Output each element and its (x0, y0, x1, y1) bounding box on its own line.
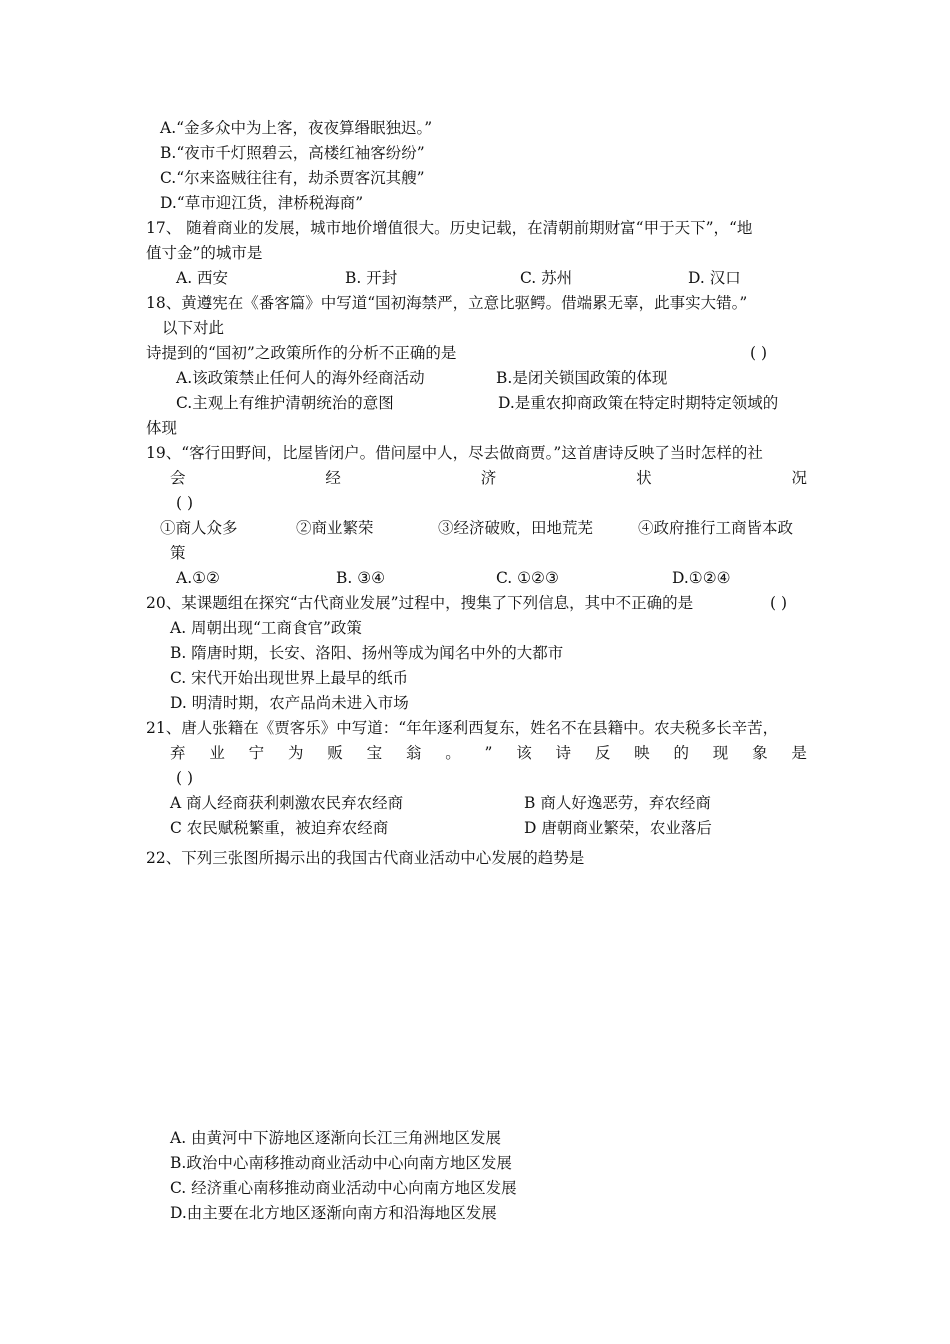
q18-stem-line2: 以下对此 (162, 319, 225, 337)
q18-answer-paren: ( ) (750, 344, 768, 362)
q19-line2-char: 济 (480, 469, 497, 487)
q17-option-d: D. 汉口 (688, 269, 741, 287)
q21-line2-char: 象 (752, 744, 768, 762)
q22-option-c: C. 经济重心南移推动商业活动中心向南方地区发展 (170, 1179, 517, 1197)
q21-line2-char: 宁 (248, 744, 265, 762)
q19-option-a: A.①② (176, 569, 220, 587)
q21-line2-char: 映 (634, 744, 650, 762)
q17-option-c: C. 苏州 (520, 269, 573, 287)
q21-line2-char: 弃 (170, 744, 186, 762)
q19-line2-char: 况 (791, 469, 807, 487)
q21-line2-char: 该 (516, 744, 532, 762)
q20-answer-paren: ( ) (770, 594, 788, 612)
q18-stem-line1: 18、黄遵宪在《番客篇》中写道“国初海禁严，立意比驱鳄。借端累无辜，此事实大错。” (146, 294, 748, 312)
q20-option-b: B. 隋唐时期，长安、洛阳、扬州等成为闻名中外的大都市 (170, 644, 564, 662)
q20-option-d: D. 明清时期，农产品尚未进入市场 (170, 694, 409, 712)
q21-stem-line2 (170, 743, 807, 763)
q17-option-a: A. 西安 (176, 269, 229, 287)
q19-option-b: B. ③④ (336, 569, 386, 587)
q21-line2-char: 业 (209, 744, 225, 762)
q22-stem: 22、下列三张图所揭示出的我国古代商业活动中心发展的趋势是 (146, 849, 585, 867)
q19-item-1: ①商人众多 (160, 519, 238, 537)
q22-option-d: D.由主要在北方地区逐渐向南方和沿海地区发展 (170, 1204, 497, 1222)
q21-line2-char: ” (484, 744, 493, 762)
q19-line2-char: 经 (325, 469, 341, 487)
q21-line2-char: 翁 (405, 744, 422, 762)
q21-option-d: D 唐朝商业繁荣，农业落后 (524, 819, 712, 837)
q21-line2-char: 现 (712, 744, 729, 762)
q20-stem: 20、某课题组在探究“古代商业发展”过程中，搜集了下列信息，其中不正确的是 (146, 594, 694, 612)
q19-item-3: ③经济破败，田地荒芜 (438, 519, 594, 537)
q21-line2-char: 的 (673, 744, 689, 762)
q20-option-c: C. 宋代开始出现世界上最早的纸币 (170, 669, 409, 687)
q16-option-d: D.“草市迎江货，津桥税海商” (160, 194, 364, 212)
q21-line2-char: 反 (594, 744, 611, 762)
q16-option-b: B.“夜市千灯照碧云，高楼红袖客纷纷” (160, 144, 425, 162)
q18-stem-line3: 诗提到的“国初”之政策所作的分析不正确的是 (146, 344, 457, 362)
q22-option-b: B.政治中心南移推动商业活动中心向南方地区发展 (170, 1154, 512, 1172)
q19-item-2: ②商业繁荣 (296, 519, 374, 537)
q21-answer-paren: ( ) (176, 769, 194, 787)
q17-stem-line2: 值寸金”的城市是 (146, 244, 263, 262)
q18-option-c: C.主观上有维护清朝统治的意图 (176, 394, 394, 412)
q21-option-b: B 商人好逸恶劳，弃农经商 (524, 794, 711, 812)
q19-line2-char: 会 (170, 469, 186, 487)
q19-item-4-cont: 策 (170, 544, 186, 562)
q17-option-b: B. 开封 (345, 269, 398, 287)
q21-line2-char: 贩 (327, 744, 343, 762)
q20-option-a: A. 周朝出现“工商食官”政策 (170, 619, 362, 637)
q19-stem-line2 (170, 468, 807, 488)
q19-line2-char: 状 (636, 469, 652, 487)
q19-option-c: C. ①②③ (496, 569, 559, 587)
q21-stem-line1: 21、唐人张籍在《贾客乐》中写道：“年年逐利西复东，姓名不在县籍中。农夫税多长辛苦， (146, 719, 779, 737)
q22-option-a: A. 由黄河中下游地区逐渐向长江三角洲地区发展 (170, 1129, 502, 1147)
q19-answer-paren: ( ) (176, 494, 194, 512)
q21-option-a: A 商人经商获利刺激农民弃农经商 (170, 794, 404, 812)
q21-line2-char: 为 (287, 744, 304, 762)
q18-option-d-cont: 体现 (146, 419, 178, 437)
q18-option-a: A.该政策禁止任何人的海外经商活动 (176, 369, 425, 387)
q19-stem-line1: 19、“客行田野间，比屋皆闭户。借问屋中人，尽去做商贾。”这首唐诗反映了当时怎样的社 (146, 444, 763, 462)
q17-stem-line1: 17、 随着商业的发展，城市地价增值很大。历史记载，在清朝前期财富“甲于天下”，“地 (146, 219, 753, 237)
q21-line2-char: 。 (445, 744, 461, 762)
q18-option-d: D.是重农抑商政策在特定时期特定领域的 (498, 394, 779, 412)
q21-line2-char: 宝 (366, 744, 383, 762)
q21-option-c: C 农民赋税繁重，被迫弃农经商 (170, 819, 389, 837)
q21-line2-char: 是 (791, 744, 807, 762)
q19-item-4: ④政府推行工商皆本政 (638, 519, 794, 537)
q19-option-d: D.①②④ (672, 569, 731, 587)
q21-line2-char: 诗 (555, 744, 572, 762)
q18-option-b: B.是闭关锁国政策的体现 (496, 369, 668, 387)
q16-option-c: C.“尔来盗贼往往有，劫杀贾客沉其艘” (160, 169, 425, 187)
q16-option-a: A.“金多众中为上客，夜夜算缗眠独迟。” (160, 119, 433, 137)
